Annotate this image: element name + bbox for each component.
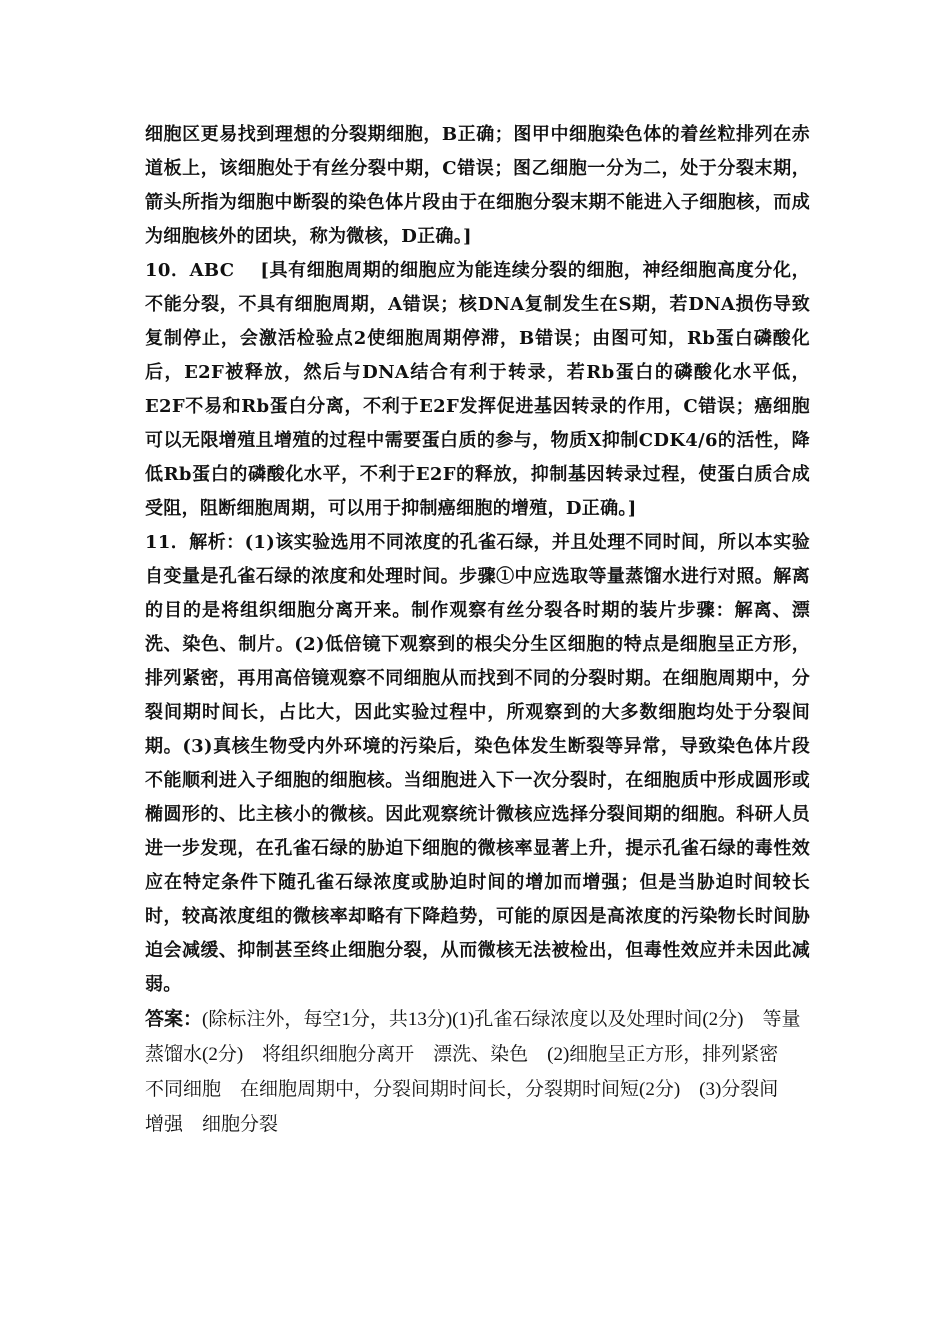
question-10-explanation (145, 254, 810, 526)
question-11-explanation (145, 526, 810, 1002)
question-11-text: (1)该实验选用不同浓度的孔雀石绿，并且处理不同时间，所以本实验自变量是孔雀石绿的浓度和处理时间。步骤①中应选取等量蒸馏水进行对照。解离的目的是将组织细胞分离开来。制作观察有丝分裂各时期的装片步骤：解离、漂洗、染色、制片。(2)低倍镜下观察到的根尖分生区细胞的特点是细胞呈正方形，排列紧密，再用高倍镜观察不同细胞从而找到不同的分裂时期。在细胞周期中，分裂间期时间长，占比大，因此实验过程中，所观察到的大多数细胞均处于分裂间期。(3)真核生物受内外环境的污染后，染色体发生断裂等异常，导致染色体片段不能顺利进入子细胞的细胞核。当细胞进入下一次分裂时，在细胞质中形成圆形或椭圆形的、比主核小的微核。因此观察统计微核应选择分裂间期的细胞。科研人员进一步发现，在孔雀石绿的胁迫下细胞的微核率显著上升，提示孔雀石绿的毒性效应在特定条件下随孔雀石绿浓度或胁迫时间的增加而增强；但是当胁迫时间较长时，较高浓度组的微核率却略有下降趋势，可能的原因是高浓度的污染物长时间胁迫会减缓、抑制甚至终止细胞分裂，从而微核无法被检出，但毒性效应并未因此减弱。 (145, 532, 810, 995)
answer-block (145, 1002, 810, 1142)
question-10-number: 10．ABC (145, 260, 235, 281)
question-10-text: [具有细胞周期的细胞应为能连续分裂的细胞，神经细胞高度分化，不能分裂，不具有细胞周期，A错误；核DNA复制发生在S期，若DNA损伤导致复制停止，会激活检验点2使细胞周期停滞，B错误；由图可知，Rb蛋白磷酸化后，E2F被释放，然后与DNA结合有利于转录，若Rb蛋白的磷酸化水平低，E2F不易和Rb蛋白分离，不利于E2F发挥促进基因转录的作用，C错误；癌细胞可以无限增殖且增殖的过程中需要蛋白质的参与，物质X抑制CDK4/6的活性，降低Rb蛋白的磷酸化水平，不利于E2F的释放，抑制基因转录过程，使蛋白质合成受阻，阻断细胞周期，可以用于抑制癌细胞的增殖，D正确。] (145, 260, 810, 519)
answer-text: (除标注外，每空1分，共13分)(1)孔雀石绿浓度以及处理时间(2分) 等量蒸馏水(2分) 将组织细胞分离开 漂洗、染色 (2)细胞呈正方形，排列紧密 不同细胞 在细胞周期中，分裂间期时间长，分裂期时间短(2分) (3)分裂间 增强 细胞分裂 (145, 1009, 801, 1135)
document-page (145, 118, 810, 1142)
paragraph-continuation: 细胞区更易找到理想的分裂期细胞，B正确；图甲中细胞染色体的着丝粒排列在赤道板上，该细胞处于有丝分裂中期，C错误；图乙细胞一分为二，处于分裂末期，箭头所指为细胞中断裂的染色体片段由于在细胞分裂末期不能进入子细胞核，而成为细胞核外的团块，称为微核，D正确。] (145, 124, 810, 247)
question-11-number: 11．解析： (145, 532, 245, 553)
answer-label: 答案： (145, 1009, 203, 1030)
